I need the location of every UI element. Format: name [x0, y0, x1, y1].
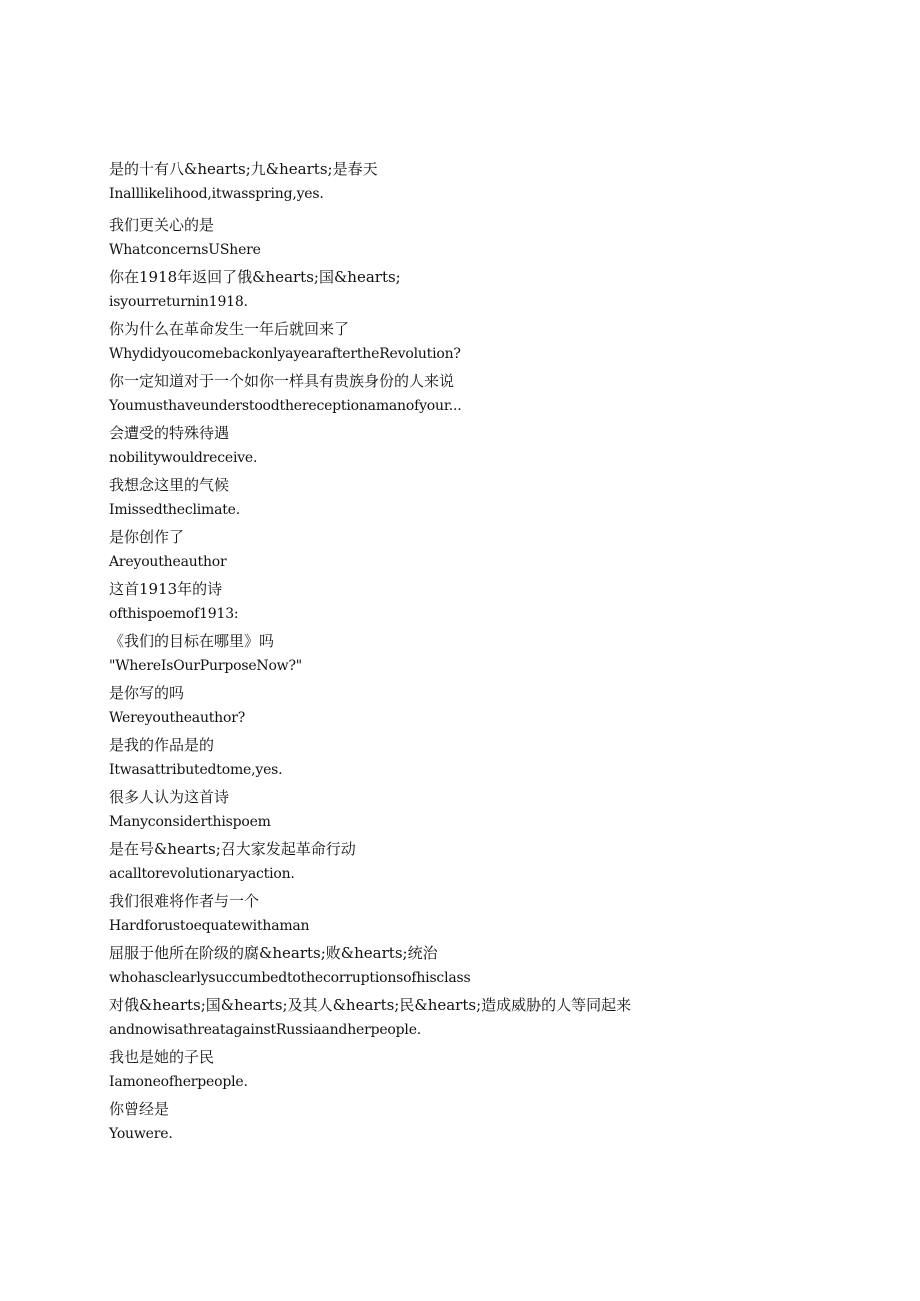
chinese-line: 很多人认为这首诗: [109, 788, 230, 806]
english-line: Areyoutheauthor: [109, 554, 227, 570]
subtitle-pair: [109, 733, 869, 785]
subtitle-pair: [109, 941, 869, 993]
subtitle-pair: [109, 525, 869, 577]
chinese-line: 是你创作了: [109, 528, 185, 546]
subtitle-pair: [109, 1045, 869, 1097]
chinese-line: 是在号&hearts;召大家发起革命行动: [109, 840, 356, 858]
chinese-line: 屈服于他所在阶级的腐&hearts;败&hearts;统治: [109, 944, 438, 962]
chinese-line: 是的十有八&hearts;九&hearts;是春天: [109, 160, 378, 178]
english-line: acalltorevolutionaryaction.: [109, 866, 295, 882]
chinese-line: 是我的作品是的: [109, 736, 215, 754]
subtitle-pair: [109, 889, 869, 941]
chinese-line: 我也是她的子民: [109, 1048, 215, 1066]
english-line: Wereyoutheauthor?: [109, 710, 246, 726]
subtitle-pair: [109, 213, 869, 265]
english-line: WhatconcernsUShere: [109, 242, 261, 258]
subtitle-pair: [109, 157, 869, 213]
english-line: Manyconsiderthispoem: [109, 814, 271, 830]
english-line: Youwere.: [109, 1126, 173, 1142]
chinese-line: 你一定知道对于一个如你一样具有贵族身份的人来说: [109, 372, 455, 390]
subtitle-pair: [109, 993, 869, 1045]
subtitle-pair: [109, 629, 869, 681]
chinese-line: 我们更关心的是: [109, 216, 215, 234]
subtitle-pair: [109, 837, 869, 889]
english-line: ofthispoemof1913:: [109, 606, 239, 622]
subtitle-list: [109, 157, 869, 1149]
chinese-line: 《我们的目标在哪里》吗: [109, 632, 275, 650]
english-line: "WhereIsOurPurposeNow?": [109, 658, 303, 674]
english-line: whohasclearlysuccumbedtothecorruptionsofhisclass: [109, 970, 471, 986]
english-line: Youmusthaveunderstoodthereceptionamanofyour...: [109, 398, 462, 414]
english-line: isyourreturnin1918.: [109, 294, 248, 310]
english-line: Iamoneofherpeople.: [109, 1074, 248, 1090]
chinese-line: 你为什么在革命发生一年后就回来了: [109, 320, 350, 338]
english-line: Imissedtheclimate.: [109, 502, 241, 518]
english-line: andnowisathreatagainstRussiaandherpeople.: [109, 1022, 422, 1038]
subtitle-pair: [109, 265, 869, 317]
english-line: Itwasattributedtome,yes.: [109, 762, 283, 778]
subtitle-pair: [109, 473, 869, 525]
chinese-line: 我们很难将作者与一个: [109, 892, 260, 910]
chinese-line: 对俄&hearts;国&hearts;及其人&hearts;民&hearts;造成威胁的人等同起来: [109, 996, 632, 1014]
subtitle-pair: [109, 681, 869, 733]
chinese-line: 你在1918年返回了俄&hearts;国&hearts;: [109, 268, 401, 286]
subtitle-pair: [109, 369, 869, 421]
english-line: Inalllikelihood,itwasspring,yes.: [109, 186, 324, 202]
subtitle-pair: [109, 785, 869, 837]
chinese-line: 是你写的吗: [109, 684, 185, 702]
chinese-line: 会遭受的特殊待遇: [109, 424, 230, 442]
chinese-line: 我想念这里的气候: [109, 476, 230, 494]
subtitle-pair: [109, 1097, 869, 1149]
chinese-line: 你曾经是: [109, 1100, 170, 1118]
english-line: Hardforustoequatewithaman: [109, 918, 310, 934]
subtitle-pair: [109, 317, 869, 369]
subtitle-pair: [109, 421, 869, 473]
subtitle-pair: [109, 577, 869, 629]
chinese-line: 这首1913年的诗: [109, 580, 223, 598]
english-line: nobilitywouldreceive.: [109, 450, 258, 466]
english-line: WhydidyoucomebackonlyayearaftertheRevolution?: [109, 346, 461, 362]
